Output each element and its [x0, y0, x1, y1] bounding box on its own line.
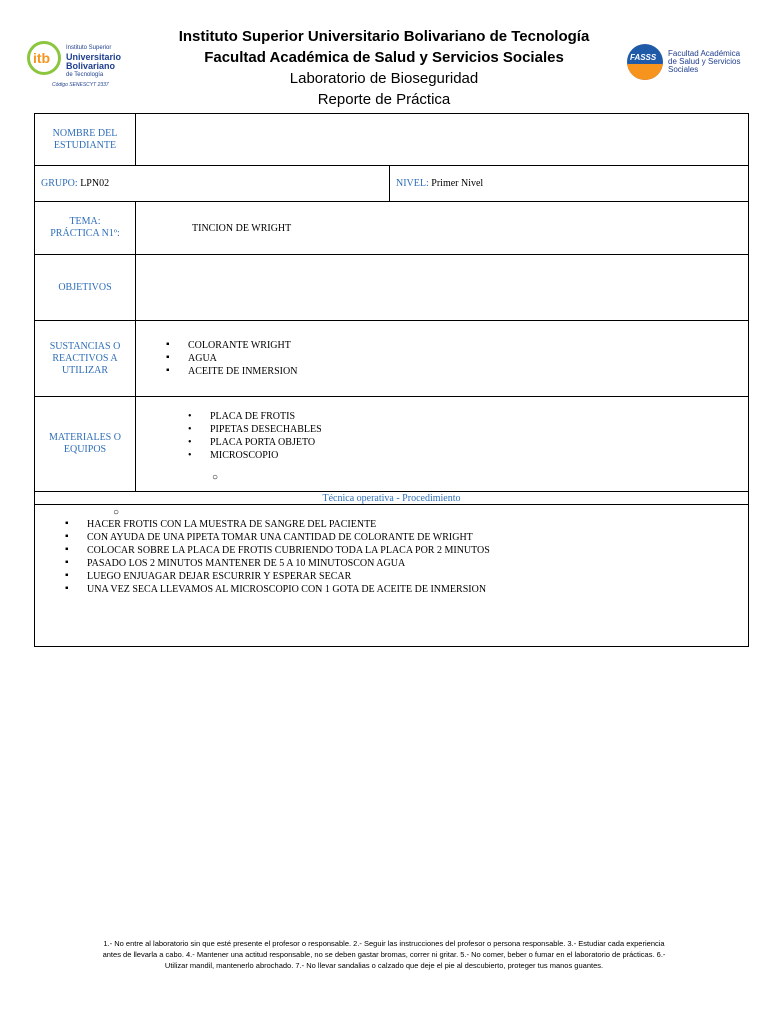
fasss-logo-line3: Sociales: [668, 65, 699, 74]
level-cell: [390, 166, 749, 202]
level-label: NIVEL:: [396, 178, 429, 189]
list-item: • PLACA PORTA OBJETO: [188, 436, 748, 449]
list-item: ▪ COLOCAR SOBRE LA PLACA DE FROTIS CUBRIENDO TODA LA PLACA POR 2 MINUTOS: [65, 544, 748, 557]
institute-title: Instituto Superior Universitario Bolivariano de Tecnología: [178, 28, 590, 45]
procedure-cell: [35, 505, 749, 647]
document-header: [0, 26, 768, 110]
objectives-label: OBJETIVOS: [35, 255, 136, 321]
lab-title: Laboratorio de Bioseguridad: [289, 70, 479, 87]
group-cell: [35, 166, 390, 202]
list-item: ▪ LUEGO ENJUAGAR DEJAR ESCURRIR Y ESPERAR SECAR: [65, 570, 748, 583]
safety-rules-footer: 1.- No entre al laboratorio sin que esté presente el profesor o responsable. 2.- Seguir las instrucciones del profesor o persona responsable. 3.- Estudiar cada experiencia antes de llevarla a cabo. 4.- Mantener una actitud responsable, no se deben gastar bromas, correr ni gritar. 5.- No comer, beber o fumar en el laboratorio de prácticas. 6.- Utilizar mandil, mantenerlo abrochado. 7.- No llevar sandalias o calzado que deje el pie al descubierto, proteger tus manos guantes.: [102, 939, 666, 970]
procedure-label: Técnica operativa - Procedimiento: [35, 492, 749, 505]
itb-logo-line1: Instituto Superior: [66, 45, 112, 51]
itb-logo-line4: de Tecnología: [66, 72, 104, 78]
materials-list: [188, 410, 748, 462]
group-label: GRUPO:: [41, 178, 78, 189]
objectives-field[interactable]: [136, 255, 749, 321]
topic-value[interactable]: TINCION DE WRIGHT: [136, 202, 749, 255]
empty-bullet: ○: [113, 507, 120, 518]
itb-logo-code: Código SENESCYT 2337: [52, 82, 109, 88]
substances-cell: [136, 321, 749, 397]
fasss-logo-line1: Facultad Académica: [668, 49, 741, 58]
itb-logo-line3: Bolivariano: [66, 61, 116, 71]
list-item: ▪ COLORANTE WRIGHT: [166, 339, 748, 352]
list-item: ▪ CON AYUDA DE UNA PIPETA TOMAR UNA CANTIDAD DE COLORANTE DE WRIGHT: [65, 531, 748, 544]
topic-label-line2: PRÁCTICA N1º:: [50, 228, 120, 239]
empty-bullet: ○: [212, 471, 219, 483]
topic-label: [35, 202, 136, 255]
list-item: ▪ AGUA: [166, 352, 748, 365]
list-item: • PIPETAS DESECHABLES: [188, 423, 748, 436]
student-field[interactable]: [136, 114, 749, 166]
materials-cell: [136, 397, 749, 492]
list-item: ▪ PASADO LOS 2 MINUTOS MANTENER DE 5 A 10 MINUTOSCON AGUA: [65, 557, 748, 570]
faculty-title: Facultad Académica de Salud y Servicios Sociales: [204, 49, 564, 66]
report-form: [34, 113, 749, 647]
substances-label: SUSTANCIAS O REACTIVOS A UTILIZAR: [35, 321, 136, 397]
student-label: NOMBRE DEL ESTUDIANTE: [35, 114, 136, 166]
itb-logo-line2: Universitario: [66, 52, 122, 62]
itb-logo-mark-text: itb: [33, 50, 51, 66]
procedure-list: [65, 518, 748, 596]
fasss-logo-line2: de Salud y Servicios: [668, 57, 741, 66]
list-item: ▪ UNA VEZ SECA LLEVAMOS AL MICROSCOPIO CON 1 GOTA DE ACEITE DE INMERSION: [65, 583, 748, 596]
list-item: ▪ HACER FROTIS CON LA MUESTRA DE SANGRE DEL PACIENTE: [65, 518, 748, 531]
substances-list: [166, 339, 748, 378]
list-item: • MICROSCOPIO: [188, 449, 748, 462]
report-title: Reporte de Práctica: [317, 91, 451, 108]
topic-label-line1: TEMA:: [69, 216, 101, 227]
list-item: • PLACA DE FROTIS: [188, 410, 748, 423]
materials-label: MATERIALES O EQUIPOS: [35, 397, 136, 492]
fasss-logo-mark: FASSS: [630, 53, 657, 62]
list-item: ▪ ACEITE DE INMERSION: [166, 365, 748, 378]
group-value[interactable]: LPN02: [80, 178, 110, 189]
level-value[interactable]: Primer Nivel: [431, 178, 484, 189]
